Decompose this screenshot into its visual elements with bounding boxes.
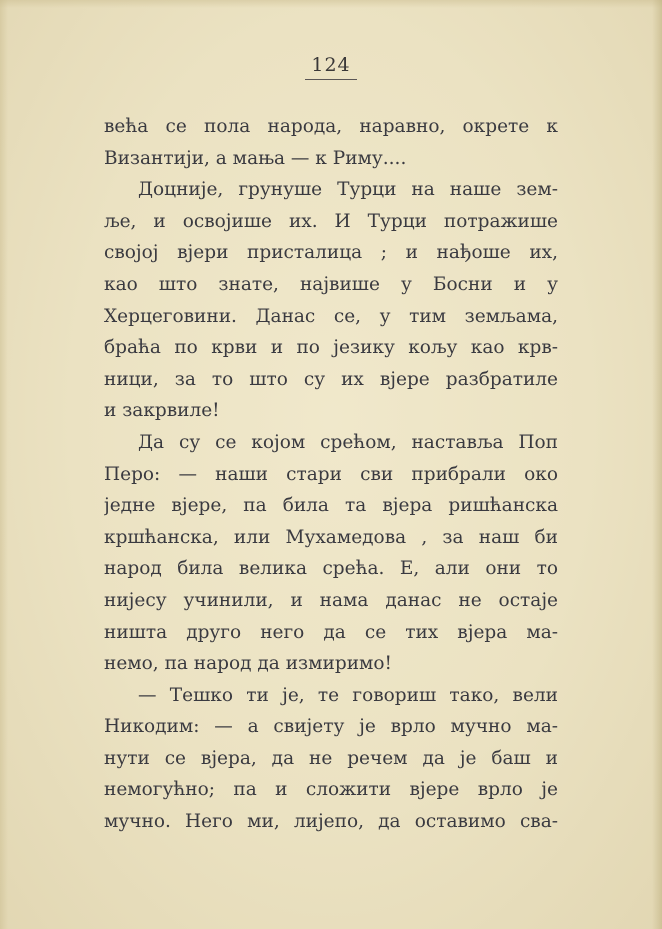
text-line: и закрвиле! bbox=[104, 400, 220, 422]
text-line: као што знате, највише у Босни и у bbox=[104, 273, 558, 295]
text-line: нијесу учинили, и нама данас не остаје bbox=[104, 589, 558, 611]
text-line: већа се пола народа, наравно, окрете к bbox=[104, 116, 558, 137]
text-line: Херцеговини. Данас се, у тим земљама, bbox=[104, 305, 558, 327]
page-edge-left bbox=[0, 0, 8, 929]
text-line: ље, и освојише их. И Турци потражише bbox=[104, 210, 558, 232]
text-line: једне вјере, па била та вјера ришћанска bbox=[104, 495, 558, 517]
text-line: народ била велика срећа. Е, али они то bbox=[104, 558, 558, 580]
text-line: немогућно; па и сложити вјере врло је bbox=[104, 779, 558, 801]
page-edge-top bbox=[0, 0, 662, 8]
text-line: Да су се којом срећом, наставља Поп bbox=[138, 431, 558, 453]
text-line: мучно. Него ми, лијепо, да оставимо сва- bbox=[104, 811, 558, 833]
text-line: ништа друго него да се тих вјера ма- bbox=[104, 621, 558, 643]
text-line: својој вјери присталица ; и нађоше их, bbox=[104, 242, 558, 264]
text-line: ници, за то што су их вјере разбратиле bbox=[104, 368, 558, 390]
text-line: кршћанска, или Мухамедова , за наш би bbox=[104, 526, 558, 548]
text-line: нути се вјера, да не речем да је баш и bbox=[104, 747, 558, 769]
text-line: браћа по крви и по језику кољу као крв- bbox=[104, 337, 558, 359]
page-edge-right bbox=[652, 0, 662, 929]
page-number-text: 124 bbox=[305, 54, 356, 80]
text-line: Доцније, грунуше Турци на наше зем- bbox=[138, 179, 558, 201]
text-line: — Тешко ти је, те говориш тако, вели bbox=[138, 684, 558, 706]
text-line: немо, па народ да измиримо! bbox=[104, 653, 392, 675]
text-line: Никодим: — а свијету је врло мучно ма- bbox=[104, 716, 558, 738]
body-text bbox=[104, 111, 558, 838]
text-line: Византији, а мања — к Риму.... bbox=[104, 147, 407, 169]
page-number bbox=[0, 54, 662, 80]
text-line: Перо: — наши стари сви прибрали око bbox=[104, 463, 558, 485]
